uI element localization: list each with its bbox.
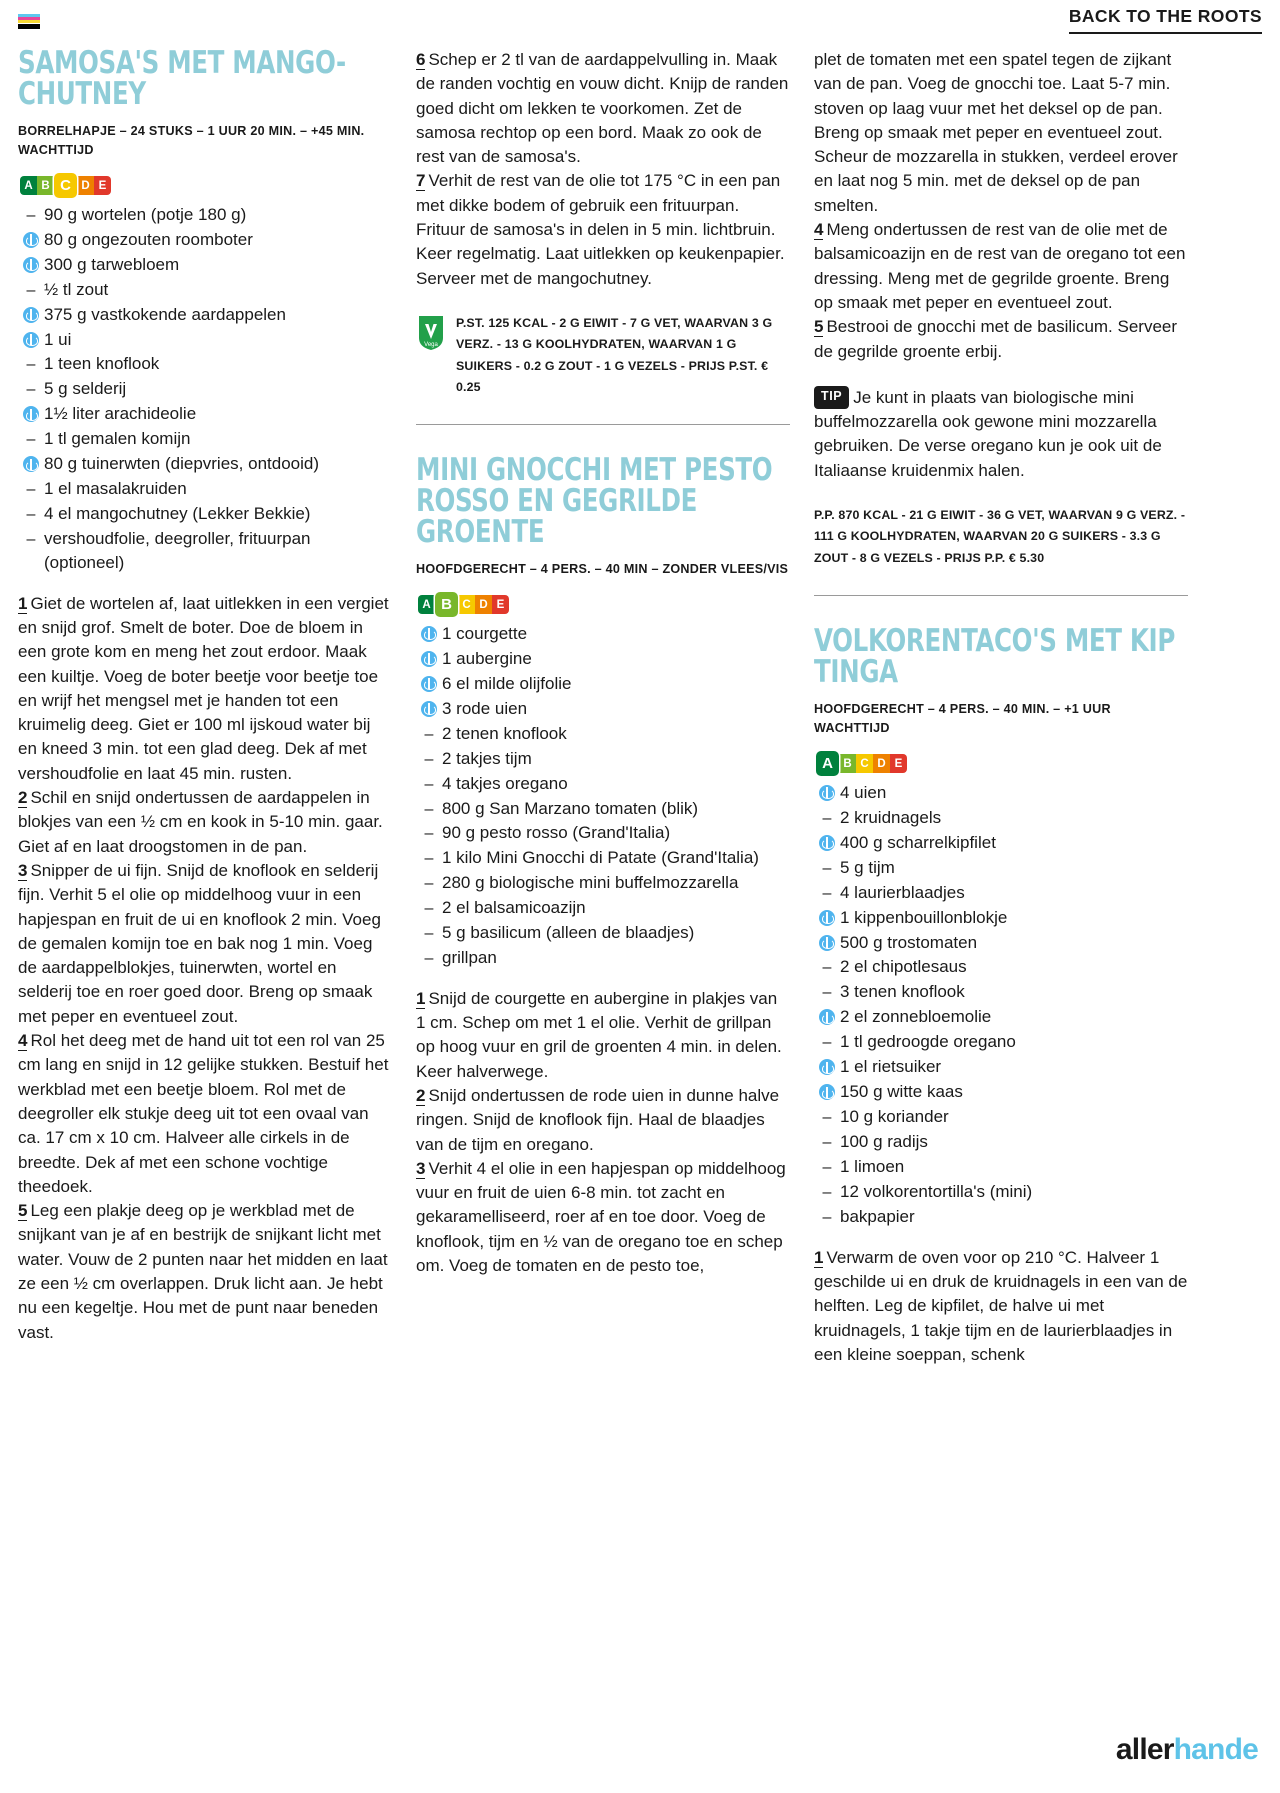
ingredient-item — [18, 252, 392, 277]
step-text: Rol het deeg met de hand uit tot een rol van 25 cm lang en snijd in 12 gelijke stukken. Bestuif het werkblad met een beetje bloem. Rol met de deegroller elk stukje deeg uit tot een ovaal van ca. 17 cm x 10 cm. Halveer alle cirkels in de breedte. Dek af met een schone vochtige theedoek. — [18, 1031, 389, 1196]
dash-marker-icon — [416, 747, 442, 768]
ingredient-text: 1 limoen — [840, 1157, 905, 1177]
ah-bonus-icon — [18, 303, 44, 323]
ah-bonus-icon — [416, 647, 442, 667]
ingredient-item — [416, 921, 790, 946]
dash-marker-icon — [814, 1205, 840, 1226]
ingredient-item — [814, 930, 1188, 955]
instruction-step — [416, 987, 790, 1084]
ingredient-item — [18, 427, 392, 452]
dash-marker-icon — [18, 502, 44, 523]
ah-bonus-icon — [416, 672, 442, 692]
nutriscore-badge-tacos: A B C D E — [816, 752, 907, 775]
ingredient-item — [416, 671, 790, 696]
step-number: 4 — [18, 1031, 28, 1051]
instruction-step — [416, 169, 790, 290]
vega-icon — [416, 315, 446, 351]
ingredient-text: grillpan — [442, 948, 497, 968]
ingredient-item — [814, 905, 1188, 930]
ingredients-list-tacos — [814, 780, 1188, 1229]
step-number: 6 — [416, 50, 426, 69]
ingredient-text: 1 courgette — [442, 623, 528, 643]
ingredient-text: 1 kippenbouillonblokje — [840, 907, 1008, 927]
dash-marker-icon — [18, 527, 44, 548]
tip-badge: TIP — [814, 386, 849, 409]
ingredient-item — [416, 696, 790, 721]
recipe-title-samosas: SAMOSA'S MET MANGO-CHUTNEY — [18, 45, 346, 112]
ingredient-text: 90 g wortelen (potje 180 g) — [44, 204, 247, 224]
column-2 — [416, 48, 790, 1688]
nutrition-text: P.ST. 125 KCAL - 2 G EIWIT - 7 G VET, WAARVAN 3 G VERZ. - 13 G KOOLHYDRATEN, WAARVAN 1 G SUIKERS - 0.2 G ZOUT - 1 G VEZELS - PRIJS P.ST. € 0.25 — [456, 315, 773, 394]
instruction-step — [18, 592, 392, 786]
step-number: 3 — [18, 860, 28, 880]
ingredient-item — [18, 377, 392, 402]
instruction-step — [814, 315, 1188, 364]
ah-bonus-icon — [18, 328, 44, 348]
step-number: 1 — [18, 593, 28, 613]
recipe-meta-tacos: HOOFDGERECHT – 4 PERS. – 40 MIN. – +1 UUR WACHTTIJD — [814, 702, 1111, 736]
ingredient-item — [814, 1155, 1188, 1180]
ingredient-text: 800 g San Marzano tomaten (blik) — [442, 798, 699, 818]
ingredient-item — [814, 1080, 1188, 1105]
step-text: Verhit de rest van de olie tot 175 °C in een pan met dikke bodem of gebruik een frituurpan. Frituur de samosa's in delen in 5 min. lichtbruin. Keer regelmatig. Laat uitlekken op keukenpapier. Serveer met de mangochutney. — [416, 171, 785, 288]
ah-bonus-icon — [18, 228, 44, 248]
step-text: Snipper de ui fijn. Snijd de knoflook en selderij fijn. Verhit 5 el olie op middelhoog vuur in een hapjespan en fruit de ui en knoflook 2 min. Voeg de gemalen komijn toe en bak nog 1 min. Voeg de aardappelblokjes, tuinerwten, wortel en selderij toe en roer goed door. Breng op smaak met peper en eventueel zout. — [18, 860, 381, 1026]
ah-bonus-icon — [18, 452, 44, 472]
svg-text:Vega: Vega — [424, 341, 438, 348]
ingredient-text: vershoudfolie, deegroller, frituurpan (optioneel) — [44, 529, 311, 573]
ingredient-item — [416, 796, 790, 821]
ingredient-item — [18, 352, 392, 377]
instruction-step — [814, 1246, 1188, 1367]
ingredient-text: 300 g tarwebloem — [44, 254, 180, 274]
ingredient-item — [814, 1205, 1188, 1230]
ingredient-item — [814, 980, 1188, 1005]
ingredients-list-samosas — [18, 202, 392, 576]
ingredient-item — [416, 896, 790, 921]
instruction-step — [416, 48, 790, 169]
ingredient-item — [814, 780, 1188, 805]
ingredient-text: 5 g tijm — [840, 857, 895, 877]
ingredient-item — [814, 1130, 1188, 1155]
ingredient-item — [18, 452, 392, 477]
step-number: 2 — [416, 1085, 426, 1105]
instruction-step-continued — [814, 48, 1188, 218]
ingredient-text: 4 el mangochutney (Lekker Bekkie) — [44, 504, 311, 524]
step-number: 7 — [416, 171, 426, 191]
step-text: Verwarm de oven voor op 210 °C. Halveer 1 geschilde ui en druk de kruidnagels in een van de helften. Leg de kipfilet, de halve ui met kruidnagels, 1 takje tijm en de laurierblaadjes in een kleine soeppan, schenk — [814, 1247, 1188, 1364]
ingredient-item — [18, 227, 392, 252]
step-text: Schep er 2 tl van de aardappelvulling in. Maak de randen vochtig en vouw dicht. Knijp de randen goed dicht om lekken te voorkomen. Zet de samosa rechtop op een bord. Maak zo ook de rest van de samosa's. — [416, 50, 789, 167]
step-number: 2 — [18, 788, 28, 808]
ingredient-text: 1 tl gedroogde oregano — [840, 1032, 1016, 1052]
ingredient-item — [814, 1030, 1188, 1055]
ingredient-item — [18, 502, 392, 527]
instruction-step — [18, 786, 392, 859]
dash-marker-icon — [18, 352, 44, 373]
ingredient-text: 400 g scharrelkipfilet — [840, 832, 996, 852]
instructions-samosas-part2 — [416, 48, 790, 291]
ingredient-item — [18, 327, 392, 352]
ingredient-text: 5 g selderij — [44, 379, 127, 399]
column-3 — [814, 48, 1188, 1688]
dash-marker-icon — [416, 871, 442, 892]
recipe-title-tacos: VOLKORENTACO'S MET KIP TINGA — [814, 623, 1175, 690]
dash-marker-icon — [814, 856, 840, 877]
ah-bonus-icon — [814, 1055, 840, 1075]
ingredient-text: 1 teen knoflook — [44, 354, 160, 374]
ingredient-text: 10 g koriander — [840, 1107, 949, 1127]
page-title: BACK TO THE ROOTS — [1069, 6, 1262, 34]
ah-bonus-icon — [416, 697, 442, 717]
ingredient-text: 1 aubergine — [442, 648, 532, 668]
step-text: plet de tomaten met een spatel tegen de zijkant van de pan. Voeg de gnocchi toe. Laat 5-7 min. stoven op laag vuur met het deksel op de pan. Breng op smaak met peper en eventueel zout. Scheur de mozzarella in stukken, verdeel erover en laat nog 5 min. met de deksel op de pan smelten. — [814, 50, 1178, 215]
step-text: Bestrooi de gnocchi met de basilicum. Serveer de gegrilde groente erbij. — [814, 317, 1178, 361]
ingredient-item — [814, 855, 1188, 880]
step-text: Meng ondertussen de rest van de olie met de balsamicoazijn en de rest van de oregano tot een dressing. Meng met de gegrilde groente. Breng op smaak met peper en eventueel zout. — [814, 220, 1186, 312]
ingredient-text: bakpapier — [840, 1207, 915, 1227]
ingredient-text: 150 g witte kaas — [840, 1082, 963, 1102]
page-columns — [18, 45, 1262, 1688]
ingredient-text: 1 el masalakruiden — [44, 479, 187, 499]
step-number: 1 — [814, 1247, 824, 1267]
tip-block-gnocchi — [814, 386, 1188, 483]
ah-bonus-icon — [18, 253, 44, 273]
ingredient-item — [18, 202, 392, 227]
ingredient-item — [18, 477, 392, 502]
dash-marker-icon — [18, 477, 44, 498]
ingredient-text: 2 el balsamicoazijn — [442, 898, 586, 918]
nutrition-text: P.P. 870 KCAL - 21 G EIWIT - 36 G VET, WAARVAN 9 G VERZ. - 111 G KOOLHYDRATEN, WAARVAN 20 G SUIKERS - 3.3 G ZOUT - 8 G VEZELS - PRIJS P.P. € 5.30 — [814, 508, 1186, 565]
ingredient-text: 90 g pesto rosso (Grand'Italia) — [442, 823, 671, 843]
dash-marker-icon — [18, 377, 44, 398]
ingredient-text: 2 takjes tijm — [442, 748, 532, 768]
ingredient-text: 2 kruidnagels — [840, 807, 942, 827]
step-number: 3 — [416, 1158, 426, 1178]
ingredient-text: 500 g trostomaten — [840, 932, 978, 952]
ingredient-item — [416, 946, 790, 971]
ingredient-item — [814, 955, 1188, 980]
step-text: Schil en snijd ondertussen de aardappelen in blokjes van een ½ cm en kook in 5-10 min. gaar. Giet af en laat droogstomen in de pan. — [18, 788, 383, 856]
instructions-gnocchi-part1 — [416, 987, 790, 1279]
ingredient-text: 375 g vastkokende aardappelen — [44, 304, 286, 324]
dash-marker-icon — [814, 1130, 840, 1151]
ingredient-item — [416, 846, 790, 871]
dash-marker-icon — [814, 1180, 840, 1201]
registration-marks-icon — [18, 14, 40, 29]
instruction-step — [18, 859, 392, 1029]
ingredient-item — [18, 277, 392, 302]
logo-text-light: hande — [1173, 1733, 1258, 1766]
ingredient-item — [814, 1105, 1188, 1130]
tip-text: Je kunt in plaats van biologische mini buffelmozzarella ook gewone mini mozzarella gebruiken. De verse oregano kun je ook uit de Italiaanse kruidenmix halen. — [814, 387, 1162, 480]
section-divider — [416, 424, 790, 425]
ingredient-item — [416, 771, 790, 796]
step-number: 1 — [416, 988, 426, 1008]
nutriscore-badge-samosas: A B C D E — [20, 174, 111, 197]
ingredient-text: 1 tl gemalen komijn — [44, 429, 191, 449]
nutrition-gnocchi — [814, 505, 1188, 569]
instruction-step — [416, 1084, 790, 1157]
dash-marker-icon — [416, 722, 442, 743]
recipe-meta-gnocchi: HOOFDGERECHT – 4 PERS. – 40 MIN – ZONDER VLEES/VIS — [416, 562, 789, 577]
ingredient-text: 100 g radijs — [840, 1132, 928, 1152]
dash-marker-icon — [18, 203, 44, 224]
ingredient-item — [814, 830, 1188, 855]
ah-bonus-icon — [814, 906, 840, 926]
instructions-tacos — [814, 1246, 1188, 1367]
ingredient-text: 4 takjes oregano — [442, 773, 568, 793]
ingredient-text: 2 el zonnebloemolie — [840, 1007, 992, 1027]
ingredient-text: 12 volkorentortilla's (mini) — [840, 1182, 1033, 1202]
ingredient-text: 6 el milde olijfolie — [442, 673, 572, 693]
ingredient-item — [416, 621, 790, 646]
dash-marker-icon — [416, 896, 442, 917]
ah-bonus-icon — [814, 931, 840, 951]
ingredient-text: 1 el rietsuiker — [840, 1057, 942, 1077]
instruction-step — [814, 218, 1188, 315]
ingredient-text: 4 laurierblaadjes — [840, 882, 965, 902]
ah-bonus-icon — [814, 1080, 840, 1100]
step-text: Leg een plakje deeg op je werkblad met de snijkant van je af en bestrijk de snijkant licht met water. Vouw de 2 punten naar het midden en laat ze een ½ cm overlappen. Druk licht aan. Je hebt nu een kegeltje. Hou met de punt naar beneden vast. — [18, 1201, 388, 1342]
instruction-step — [18, 1199, 392, 1345]
step-number: 5 — [814, 317, 824, 337]
step-text: Snijd ondertussen de rode uien in dunne halve ringen. Snijd de knoflook fijn. Haal de blaadjes van de tijm en oregano. — [416, 1085, 780, 1154]
ingredient-text: 1½ liter arachideolie — [44, 404, 197, 424]
ingredient-text: 280 g biologische mini buffelmozzarella — [442, 873, 739, 893]
ah-bonus-icon — [814, 1005, 840, 1025]
dash-marker-icon — [18, 278, 44, 299]
instructions-samosas-part1 — [18, 592, 392, 1345]
dash-marker-icon — [416, 797, 442, 818]
ingredient-text: ½ tl zout — [44, 279, 109, 299]
step-text: Snijd de courgette en aubergine in plakjes van 1 cm. Schep om met 1 el olie. Verhit de grillpan op hoog vuur en gril de groenten 4 min. in delen. Keer halverwege. — [416, 988, 782, 1081]
instructions-gnocchi-part2 — [814, 48, 1188, 364]
dash-marker-icon — [18, 427, 44, 448]
ingredient-item — [814, 1180, 1188, 1205]
ingredient-text: 5 g basilicum (alleen de blaadjes) — [442, 923, 695, 943]
dash-marker-icon — [814, 1030, 840, 1051]
ingredient-text: 3 rode uien — [442, 698, 528, 718]
allerhande-logo — [1116, 1733, 1258, 1767]
ingredient-item — [814, 1005, 1188, 1030]
dash-marker-icon — [416, 772, 442, 793]
step-text: Verhit 4 el olie in een hapjespan op middelhoog vuur en fruit de uien 6-8 min. tot zacht en gekaramelliseerd, roer af en toe door. Voeg de knoflook, tijm en ½ van de oregano toe en schep om. Voeg de tomaten en de pesto toe, — [416, 1158, 786, 1276]
ingredient-item — [18, 527, 392, 576]
dash-marker-icon — [416, 921, 442, 942]
dash-marker-icon — [814, 1105, 840, 1126]
section-divider — [814, 595, 1188, 596]
ingredient-item — [814, 805, 1188, 830]
column-1 — [18, 45, 392, 1688]
dash-marker-icon — [814, 1155, 840, 1176]
page-header — [0, 0, 1280, 42]
step-number: 5 — [18, 1201, 28, 1221]
ingredient-text: 1 ui — [44, 329, 72, 349]
ingredient-item — [416, 871, 790, 896]
ingredient-text: 80 g ongezouten roomboter — [44, 229, 253, 249]
dash-marker-icon — [416, 821, 442, 842]
logo-text-dark: aller — [1115, 1733, 1174, 1766]
recipe-meta-samosas: BORRELHAPJE – 24 STUKS – 1 UUR 20 MIN. – +45 MIN. WACHTTIJD — [18, 124, 365, 158]
dash-marker-icon — [814, 806, 840, 827]
ah-bonus-icon — [416, 622, 442, 642]
ingredient-item — [18, 402, 392, 427]
dash-marker-icon — [416, 946, 442, 967]
nutrition-samosas — [416, 313, 790, 398]
ingredient-text: 3 tenen knoflook — [840, 982, 965, 1002]
ingredients-list-gnocchi — [416, 621, 790, 971]
ingredient-text: 80 g tuinerwten (diepvries, ontdooid) — [44, 454, 319, 474]
ingredient-text: 1 kilo Mini Gnocchi di Patate (Grand'Italia) — [442, 848, 759, 868]
instruction-step — [416, 1157, 790, 1278]
ingredient-text: 2 el chipotlesaus — [840, 957, 967, 977]
dash-marker-icon — [814, 980, 840, 1001]
ingredient-item — [814, 880, 1188, 905]
ah-bonus-icon — [814, 781, 840, 801]
ingredient-text: 4 uien — [840, 782, 887, 802]
recipe-title-gnocchi: MINI GNOCCHI MET PESTO ROSSO EN GEGRILDE GROENTE — [416, 452, 773, 550]
ingredient-item — [416, 646, 790, 671]
nutriscore-badge-gnocchi: A B C D E — [418, 593, 509, 616]
ingredient-text: 2 tenen knoflook — [442, 723, 567, 743]
ingredient-item — [416, 746, 790, 771]
dash-marker-icon — [416, 846, 442, 867]
ingredient-item — [18, 302, 392, 327]
dash-marker-icon — [814, 881, 840, 902]
step-text: Giet de wortelen af, laat uitlekken in een vergiet en snijd grof. Smelt de boter. Doe de bloem in een grote kom en meng het zout erdoor. Maak een kuiltje. Voeg de boter beetje voor beetje toe en wrijf het mengsel met je handen tot een kruimelig deeg. Giet er 100 ml ijskoud water bij en kneed 3 min. tot een glad deeg. Dek af met vershoudfolie en laat 45 min. rusten. — [18, 593, 389, 783]
instruction-step — [18, 1029, 392, 1199]
dash-marker-icon — [814, 955, 840, 976]
ah-bonus-icon — [814, 831, 840, 851]
ah-bonus-icon — [18, 402, 44, 422]
ingredient-item — [416, 721, 790, 746]
ingredient-item — [416, 821, 790, 846]
step-number: 4 — [814, 220, 824, 240]
ingredient-item — [814, 1055, 1188, 1080]
